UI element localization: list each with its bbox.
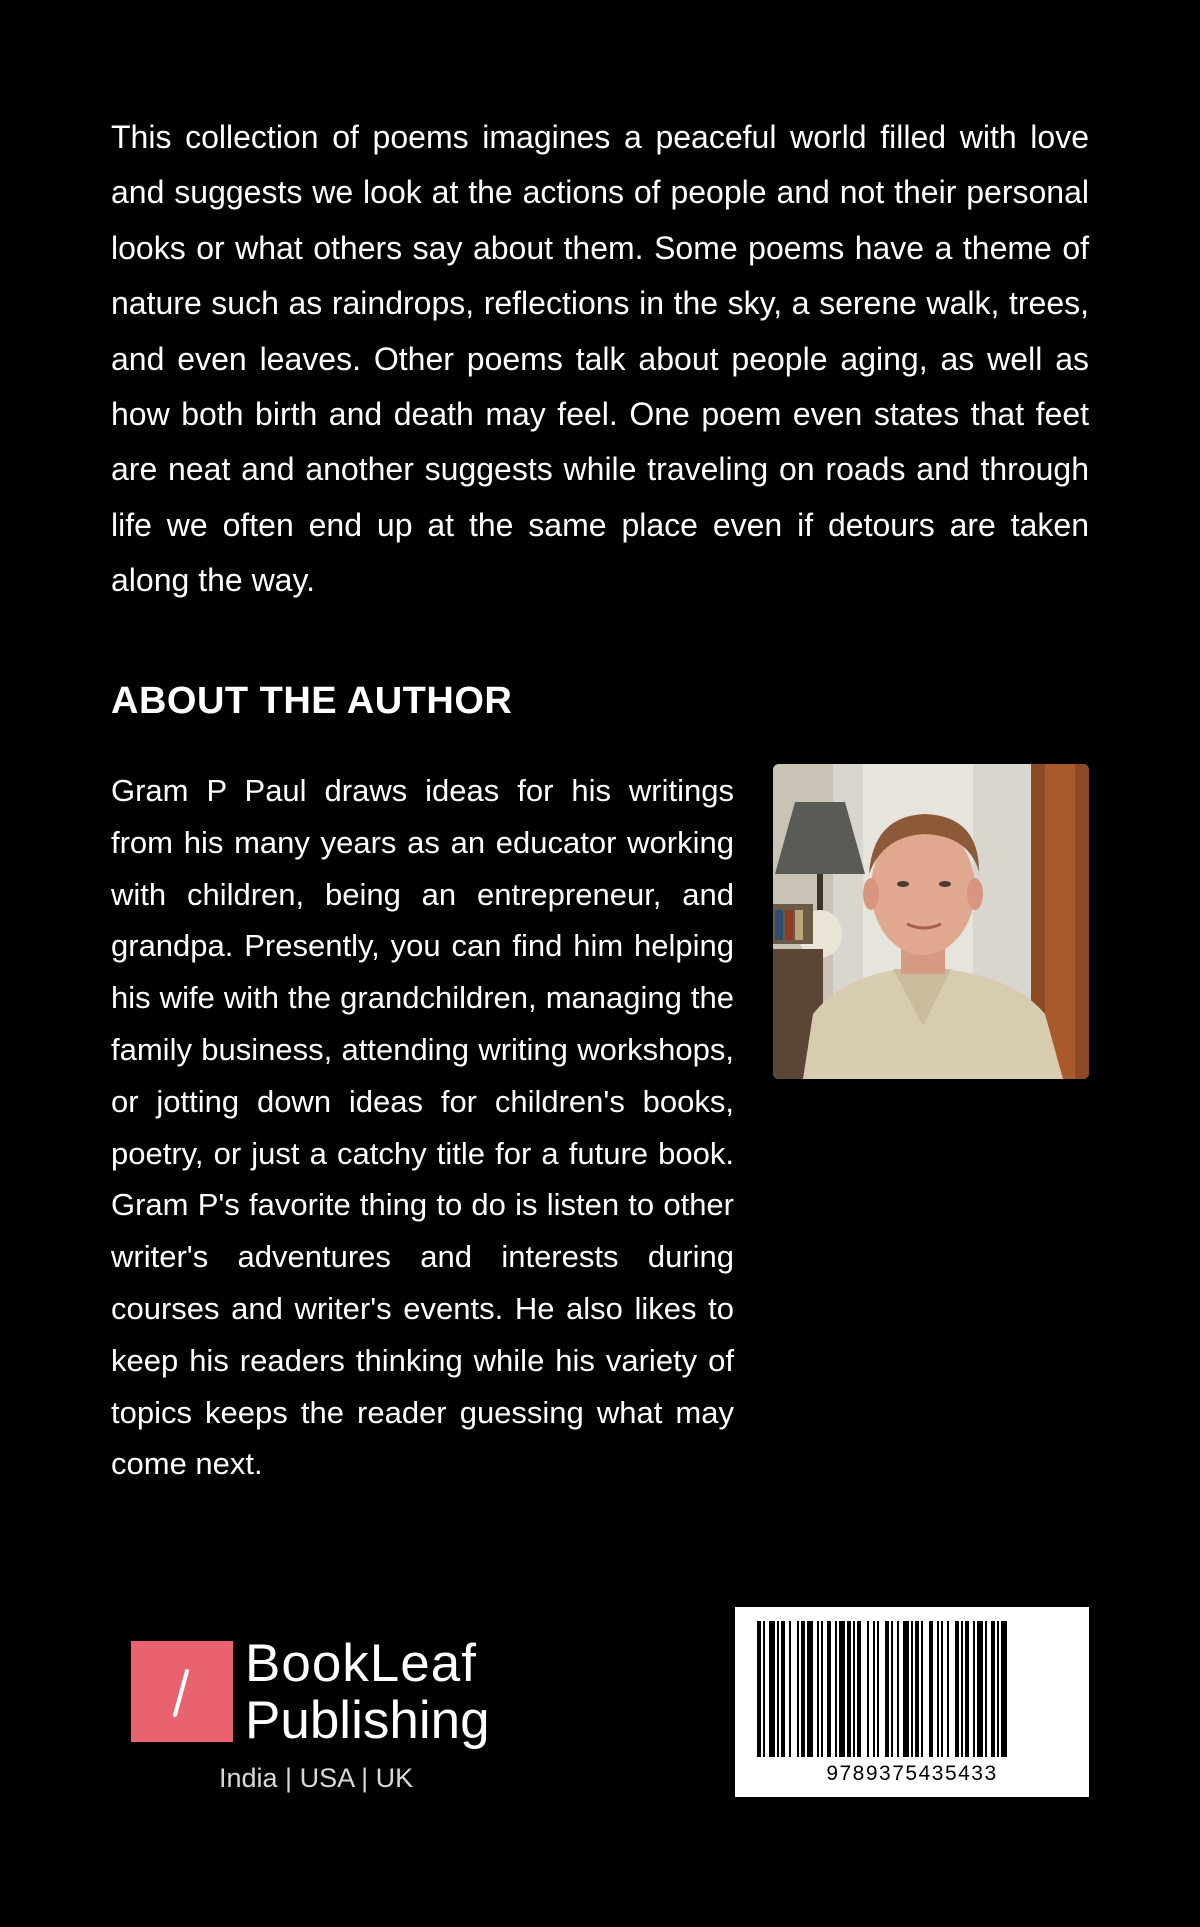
publisher-name-line1: BookLeaf (245, 1634, 477, 1693)
publisher-slash-icon (131, 1641, 233, 1742)
isbn-number: 9789375435433 (826, 1762, 998, 1785)
isbn-barcode (735, 1607, 1089, 1797)
author-bio: Gram P Paul draws ideas for his writings from his many years as an educator working with children, being an entrepreneur, and grandpa. Presently, you can find him helping his wife with the grandchildren, managing the family business, attending writing workshops, or jotting down ideas for children's books, poetry, or just a catchy title for a future book. Gram P's favorite thing to do is listen to other writer's adventures and interests during courses and writer's events. He also likes to keep his readers thinking while his variety of topics keeps the reader guessing what may come next. (111, 773, 734, 1482)
publisher-name-line2: Publishing (245, 1691, 490, 1750)
publisher-logo (131, 1634, 511, 1807)
publisher-regions: India | USA | UK (219, 1763, 414, 1793)
author-photo (773, 764, 1089, 1079)
about-author-heading: ABOUT THE AUTHOR (111, 680, 513, 722)
book-blurb: This collection of poems imagines a peaceful world filled with love and suggests we look at the actions of people and not their personal looks or what others say about them. Some poems have a theme of nature such as raindrops, reflections in the sky, a serene walk, trees, and even leaves. Other poems talk about people aging, as well as how both birth and death may feel. One poem even states that feet are neat and another suggests while traveling on roads and through life we often end up at the same place even if detours are taken along the way. (111, 119, 1089, 599)
